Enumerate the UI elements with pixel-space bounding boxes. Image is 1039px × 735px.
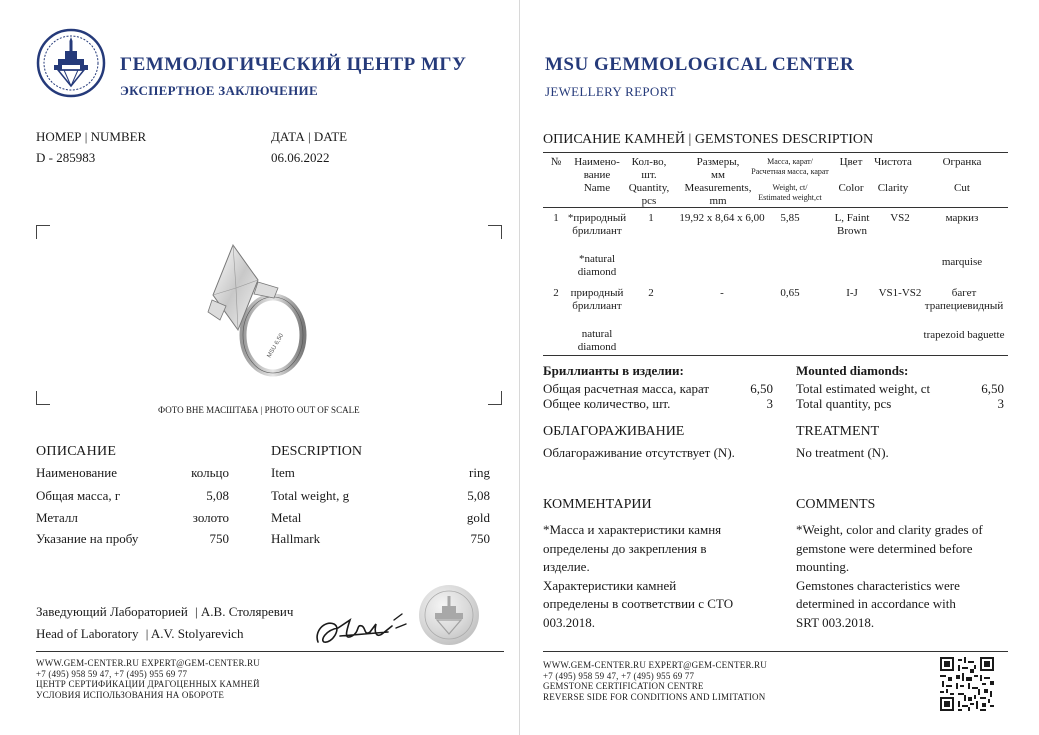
td-clarity: VS1-VS2 — [878, 287, 922, 299]
table-bottom-rule — [543, 355, 1008, 356]
td-weight: 0,65 — [780, 287, 800, 299]
th-size-en: Measurements, mm — [684, 182, 752, 207]
photo-caption: ФОТО ВНЕ МАСШТАБА | PHOTO OUT OF SCALE — [158, 405, 360, 415]
head-ru-title: Заведующий Лабораторией — [36, 604, 188, 619]
desc-en-value-2: gold — [466, 510, 490, 525]
desc-ru-label-0: Наименование — [36, 465, 117, 480]
gem-title: ОПИСАНИЕ КАМНЕЙ | GEMSTONES DESCRIPTION — [543, 132, 874, 147]
right-footer-line2: +7 (495) 958 59 47, +7 (495) 955 69 77 — [543, 670, 695, 681]
mounted-ru-label-1: Общее количество, шт. — [543, 396, 671, 411]
th-color-en: Color — [838, 182, 864, 194]
left-doc-type: ЭКСПЕРТНОЕ ЗАКЛЮЧЕНИЕ — [120, 83, 318, 98]
td-cut-en: marquise — [941, 256, 983, 268]
left-footer-line3: ЦЕНТР СЕРТИФИКАЦИИ ДРАГОЦЕННЫХ КАМНЕЙ — [36, 679, 260, 689]
comm-ru-title: КОММЕНТАРИИ — [543, 497, 652, 512]
hologram-seal-icon — [418, 584, 480, 646]
th-no: № — [550, 156, 562, 168]
mounted-en-title: Mounted diamonds: — [796, 363, 909, 378]
left-footer-line4: УСЛОВИЯ ИСПОЛЬЗОВАНИЯ НА ОБОРОТЕ — [36, 689, 225, 700]
td-size: 19,92 х 8,64 х 6,00 — [679, 212, 765, 224]
number-value: D - 285983 — [36, 150, 96, 165]
left-footer — [36, 658, 260, 700]
td-name-en: natural diamond — [577, 328, 617, 353]
desc-ru-value-1: 5,08 — [206, 488, 229, 503]
td-qty: 1 — [648, 212, 654, 224]
td-size: - — [720, 287, 724, 299]
td-name-en: *natural diamond — [577, 253, 617, 278]
signature-icon — [310, 602, 410, 650]
td-cut-en: trapezoid baguette — [923, 329, 1005, 341]
mounted-ru-label-0: Общая расчетная масса, карат — [543, 381, 710, 396]
th-qty-en: Quantity, pcs — [628, 182, 670, 207]
td-color: L, Faint Brown — [834, 212, 870, 237]
page-fold — [519, 0, 520, 735]
desc-ru-value-0: кольцо — [191, 465, 229, 480]
th-clarity-en: Clarity — [877, 182, 909, 194]
right-footer-line1: WWW.GEM-CENTER.RU EXPERT@GEM-CENTER.RU — [543, 660, 767, 670]
th-cut-ru: Огранка — [942, 156, 982, 168]
head-ru — [36, 604, 293, 620]
desc-en-label-0: Item — [271, 465, 295, 480]
treat-ru-text: Облагораживание отсутствует (N). — [543, 445, 735, 460]
td-no: 2 — [553, 287, 559, 299]
desc-en-label-1: Total weight, g — [271, 488, 350, 503]
th-name-en: Name — [583, 182, 611, 194]
desc-ru-label-1: Общая масса, г — [36, 488, 121, 503]
svg-text:MSU 6,50: MSU 6,50 — [266, 332, 286, 359]
left-footer-line2: +7 (495) 958 59 47, +7 (495) 955 69 77 — [36, 668, 188, 679]
qr-code-icon — [940, 657, 994, 711]
mounted-ru-value-0: 6,50 — [750, 381, 773, 396]
right-org-title: MSU GEMMOLOGICAL CENTER — [545, 54, 855, 75]
td-qty: 2 — [648, 287, 654, 299]
mounted-en-value-0: 6,50 — [981, 381, 1004, 396]
treat-ru-title: ОБЛАГОРАЖИВАНИЕ — [543, 424, 685, 439]
comm-ru-text: *Масса и характеристики камня определены до закрепления в изделие. Характеристики камней определены в соответствии с СТО 003.2018. — [543, 522, 734, 630]
comm-en-title: COMMENTS — [796, 497, 876, 512]
desc-ru-value-3: 750 — [209, 531, 229, 546]
td-cut-ru: багет трапециевидный — [924, 287, 1004, 312]
date-value: 06.06.2022 — [271, 150, 330, 165]
head-en-title: Head of Laboratory — [36, 626, 139, 641]
treat-en-title: TREATMENT — [796, 424, 880, 439]
th-weight-en: Weight, ct/ Estimated weight,ct — [758, 183, 822, 202]
td-name-ru: природный бриллиант — [570, 287, 624, 312]
comm-en-text: *Weight, color and clarity grades of gemstone were determined before mounting. Gemstones characteristics were determined in accordance with SRT 003.2018. — [796, 522, 983, 630]
right-footer-line4: REVERSE SIDE FOR CONDITIONS AND LIMITATION — [543, 691, 766, 702]
desc-en-value-3: 750 — [470, 531, 490, 546]
right-doc-type: JEWELLERY REPORT — [545, 84, 677, 99]
th-qty-ru: Кол-во, шт. — [631, 156, 667, 181]
left-footer-rule — [36, 651, 504, 652]
th-cut-en: Cut — [954, 182, 970, 194]
desc-ru-title: ОПИСАНИЕ — [36, 444, 117, 459]
td-name-ru: *природный бриллиант — [567, 212, 627, 237]
right-footer — [543, 660, 767, 702]
msu-logo-icon — [36, 28, 106, 98]
mounted-ru-value-1: 3 — [766, 396, 773, 411]
desc-en-value-0: ring — [469, 465, 490, 480]
desc-en-label-3: Hallmark — [271, 531, 321, 546]
th-color-ru: Цвет — [839, 156, 863, 168]
td-cut-ru: маркиз — [945, 212, 979, 224]
td-clarity: VS2 — [890, 212, 910, 224]
left-footer-line1: WWW.GEM-CENTER.RU EXPERT@GEM-CENTER.RU — [36, 658, 260, 668]
head-en-name: | A.V. Stolyarevich — [145, 626, 244, 641]
desc-ru-label-3: Указание на пробу — [36, 531, 139, 546]
number-label: НОМЕР | NUMBER — [36, 129, 147, 144]
ring-photo-icon — [188, 240, 318, 380]
right-footer-line3: GEMSTONE CERTIFICATION CENTRE — [543, 681, 704, 691]
mounted-ru-title: Бриллианты в изделии: — [543, 363, 684, 378]
mounted-en-label-1: Total quantity, pcs — [796, 396, 892, 411]
left-org-title: ГЕММОЛОГИЧЕСКИЙ ЦЕНТР МГУ — [120, 54, 467, 75]
table-header-rule — [543, 207, 1008, 208]
th-clarity-ru: Чистота — [874, 156, 912, 168]
treat-en-text: No treatment (N). — [796, 445, 889, 460]
desc-ru-label-2: Металл — [36, 510, 78, 525]
td-no: 1 — [553, 212, 559, 224]
head-en — [36, 626, 243, 642]
mounted-en-value-1: 3 — [997, 396, 1004, 411]
desc-en-title: DESCRIPTION — [271, 444, 363, 459]
head-ru-name: | А.В. Столяревич — [195, 604, 294, 619]
desc-en-value-1: 5,08 — [467, 488, 490, 503]
gem-title-rule — [543, 152, 1008, 153]
mounted-en-label-0: Total estimated weight, ct — [796, 381, 931, 396]
td-color: I-J — [846, 287, 858, 299]
desc-en-label-2: Metal — [271, 510, 302, 525]
th-name-ru: Наимено- вание — [574, 156, 620, 181]
th-weight-ru: Масса, карат/ Расчетная масса, карат — [751, 157, 829, 176]
td-weight: 5,85 — [780, 212, 800, 224]
desc-ru-value-2: золото — [192, 510, 229, 525]
date-label: ДАТА | DATE — [271, 129, 348, 144]
right-footer-rule — [543, 651, 1008, 652]
th-size-ru: Размеры, мм — [696, 156, 740, 181]
